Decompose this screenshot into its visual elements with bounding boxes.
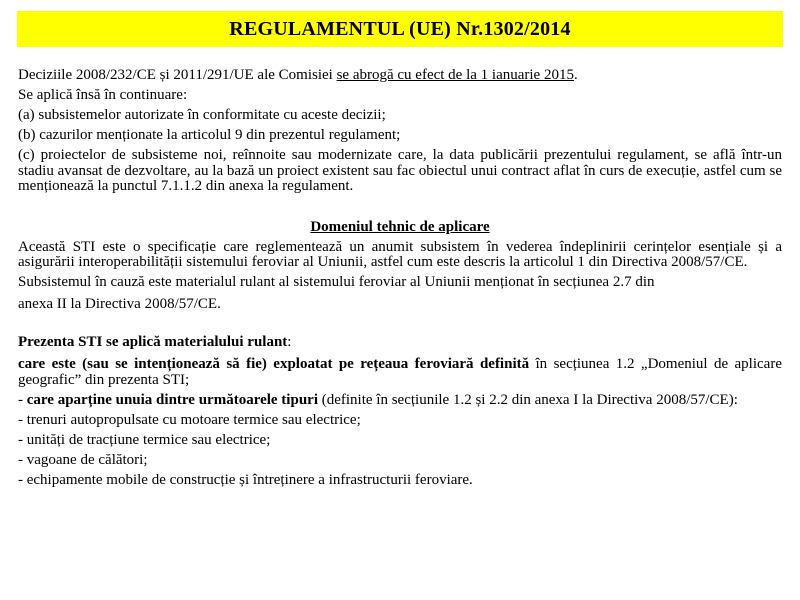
continued-application-line: Se aplică însă în continuare: bbox=[18, 87, 188, 103]
technical-scope-paragraph: Această STI este o specificație care reglementează un anumit subsistem în vederea îndeplinirii cerințelor esențiale și a asigurării interoperabilității sistemului feroviar al Uniunii, astfel cum este descris la articolul 1 din Directiva 2008/57/CE. bbox=[18, 238, 782, 270]
abrogation-text: Deciziile 2008/232/CE și 2011/291/UE ale Comisiei bbox=[18, 67, 337, 83]
list-item: - unități de tracțiune termice sau electrice; bbox=[18, 431, 271, 448]
slide-content bbox=[18, 68, 782, 493]
item-a: (a) subsistemelor autorizate în conformitate cu aceste decizii; bbox=[18, 107, 386, 123]
scope-heading-colon: : bbox=[287, 333, 292, 350]
scope-point-1-bold: care este (sau se intenționează să fie) exploatat pe rețeaua feroviară definită bbox=[18, 356, 530, 372]
list-item: - vagoane de călători; bbox=[18, 451, 148, 468]
title-banner bbox=[17, 11, 783, 47]
scope-heading-text: Prezenta STI se aplică materialului rulant bbox=[18, 333, 288, 350]
scope-point-2-bold: care aparține unuia dintre următoarele tipuri bbox=[26, 391, 318, 408]
spacer bbox=[18, 199, 782, 220]
subsystem-line-1: Subsistemul în cauză este materialul rulant al sistemului feroviar al Uniunii menționat în secțiunea 2.7 din bbox=[18, 274, 655, 290]
list-item: - echipamente mobile de construcție și întreținere a infrastructurii feroviare. bbox=[18, 471, 473, 488]
item-c: (c) proiectelor de subsisteme noi, reînnoite sau modernizate care, la data publicării prezentului regulament, se află într-un stadiu avansat de dezvoltare, au la bază un proiect existent sau fac obiectul unui contract aflat în curs de execuție, astfel cum se menționează la punctul 7.1.1.2 din anexa la regulament. bbox=[18, 147, 782, 194]
item-b: (b) cazurilor menționate la articolul 9 din prezentul regulament; bbox=[18, 127, 401, 143]
document-title: REGULAMENTUL (UE) Nr.1302/2014 bbox=[229, 17, 571, 40]
subsystem-line-2: anexa II la Directiva 2008/57/CE. bbox=[18, 295, 221, 312]
list-item: - trenuri autopropulsate cu motoare termice sau electrice; bbox=[18, 411, 361, 428]
scope-point-2-dash: - bbox=[18, 391, 27, 408]
spacer bbox=[18, 317, 782, 335]
scope-point-2-text: (definite în secțiunile 1.2 și 2.2 din anexa I la Directiva 2008/57/CE): bbox=[317, 391, 738, 408]
scope-point-1-text: în secțiunea 1.2 „Domeniul de aplicare geografic” din prezenta STI; bbox=[18, 356, 782, 388]
abrogation-period: . bbox=[573, 67, 578, 83]
abrogation-paragraph bbox=[18, 68, 782, 84]
technical-scope-heading: Domeniul tehnic de aplicare bbox=[310, 219, 490, 235]
scope-point-1 bbox=[18, 357, 782, 388]
scope-heading bbox=[18, 335, 782, 351]
abrogation-date-text: se abrogă cu efect de la 1 ianuarie 2015 bbox=[336, 67, 574, 83]
scope-point-2 bbox=[18, 393, 782, 409]
